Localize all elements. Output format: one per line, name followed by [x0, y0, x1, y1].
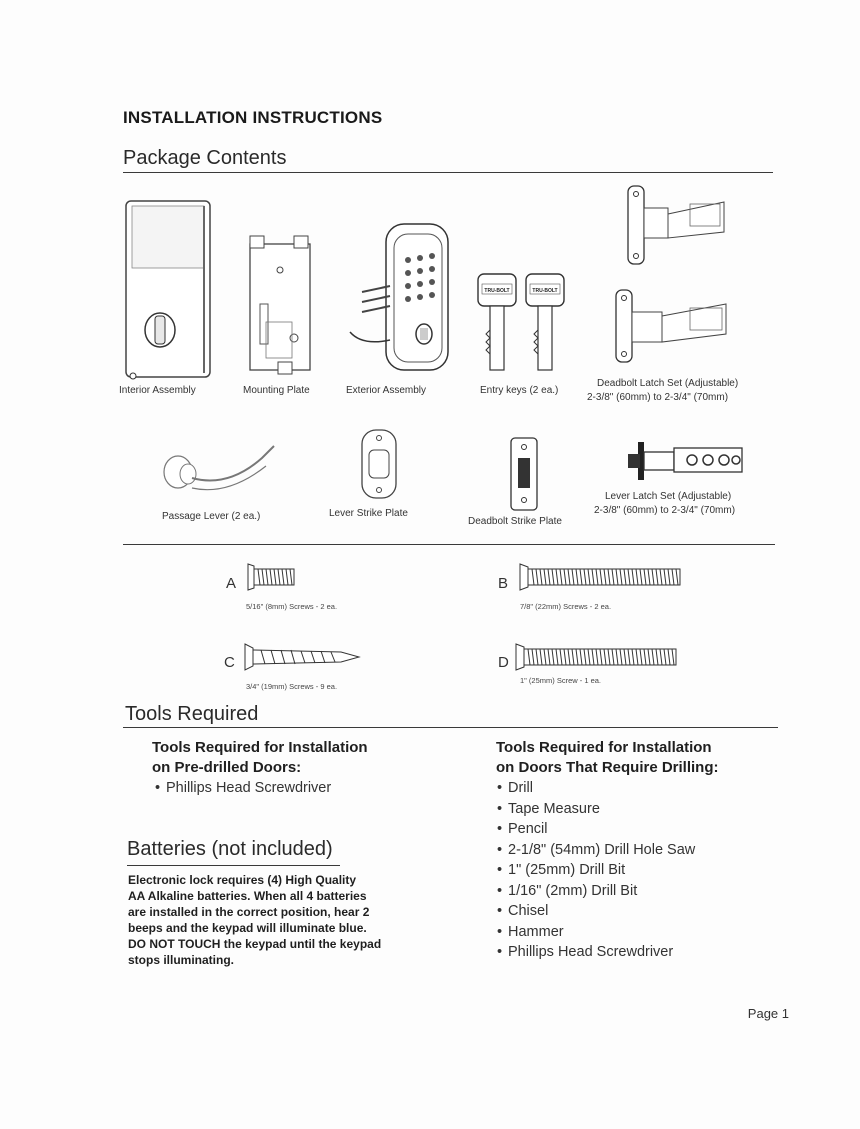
tools-drilling-title-2: on Doors That Require Drilling:	[496, 759, 719, 776]
item-label-exterior-assembly: Exterior Assembly	[346, 385, 427, 396]
screw-letter-c: C	[224, 654, 235, 671]
list-item: • Tape Measure	[497, 799, 719, 820]
tools-drilling-section	[496, 738, 719, 963]
document-title: INSTALLATION INSTRUCTIONS	[123, 108, 383, 127]
lever-latch-icon	[622, 438, 746, 488]
item-sub-deadbolt-latch: 2-3/8" (60mm) to 2-3/4" (70mm)	[587, 392, 729, 403]
list-item: • Phillips Head Screwdriver	[497, 942, 719, 963]
list-item: • Hammer	[497, 922, 719, 943]
list-item: • 2-1/8" (54mm) Drill Hole Saw	[497, 840, 719, 861]
package-contents-heading: Package Contents	[123, 147, 287, 169]
batteries-line-3: are installed in the correct position, hear 2	[128, 905, 370, 919]
package-contents-rule	[123, 172, 773, 173]
item-label-deadbolt-strike-plate: Deadbolt Strike Plate	[468, 516, 562, 527]
screw-caption-a: 5/16" (8mm) Screws - 2 ea.	[246, 602, 338, 611]
tools-drilling-list	[497, 778, 719, 963]
batteries-line-2: AA Alkaline batteries. When all 4 batteries	[128, 889, 367, 903]
batteries-rule	[127, 865, 340, 866]
passage-lever-icon	[158, 438, 278, 504]
screw-letter-b: B	[498, 575, 509, 592]
list-item: • Phillips Head Screwdriver	[155, 778, 368, 799]
screw-d-icon	[514, 642, 680, 672]
batteries-line-4: beeps and the keypad will illuminate blue.	[128, 921, 367, 935]
batteries-text	[128, 872, 381, 968]
interior-assembly-icon	[122, 198, 214, 384]
list-item: • Chisel	[497, 901, 719, 922]
screw-caption-d: 1" (25mm) Screw - 1 ea.	[520, 676, 602, 685]
screw-letter-a: A	[226, 575, 237, 592]
batteries-line-1: Electronic lock requires (4) High Quality	[128, 873, 357, 887]
lever-strike-plate-icon	[356, 426, 402, 502]
tools-drilling-title-1: Tools Required for Installation	[496, 739, 712, 756]
list-item: • Pencil	[497, 819, 719, 840]
tools-required-rule	[123, 727, 778, 728]
exterior-assembly-icon	[342, 220, 452, 382]
batteries-heading: Batteries (not included)	[127, 838, 333, 860]
item-label-lever-strike-plate: Lever Strike Plate	[329, 508, 408, 519]
tools-predrilled-section	[152, 738, 368, 799]
tools-predrilled-title-2: on Pre-drilled Doors:	[152, 759, 302, 776]
screw-c-icon	[243, 642, 363, 672]
screw-caption-c: 3/4" (19mm) Screws - 9 ea.	[246, 682, 338, 691]
tools-predrilled-list	[155, 778, 368, 799]
screw-b-icon	[518, 562, 684, 592]
deadbolt-latch-icon	[620, 182, 732, 268]
item-label-mounting-plate: Mounting Plate	[243, 385, 310, 396]
deadbolt-latch-icon-2	[612, 286, 732, 372]
list-item: • 1/16" (2mm) Drill Bit	[497, 881, 719, 902]
entry-keys-icon	[474, 270, 570, 380]
deadbolt-strike-plate-icon	[505, 434, 545, 514]
mounting-plate-icon	[244, 234, 316, 380]
key-brand-1: TRU-BOLT	[484, 288, 510, 294]
item-label-deadbolt-latch: Deadbolt Latch Set (Adjustable)	[597, 378, 739, 389]
screw-a-icon	[246, 562, 298, 592]
batteries-line-5: DO NOT TOUCH the keypad until the keypad	[128, 937, 382, 951]
item-label-interior-assembly: Interior Assembly	[119, 385, 196, 396]
tools-predrilled-title-1: Tools Required for Installation	[152, 739, 368, 756]
list-item: • 1" (25mm) Drill Bit	[497, 860, 719, 881]
item-sub-lever-latch: 2-3/8" (60mm) to 2-3/4" (70mm)	[594, 505, 736, 516]
item-label-passage-lever: Passage Lever (2 ea.)	[162, 511, 261, 522]
item-label-lever-latch: Lever Latch Set (Adjustable)	[605, 491, 732, 502]
screws-top-rule	[123, 544, 775, 545]
list-item: • Drill	[497, 778, 719, 799]
screw-letter-d: D	[498, 654, 509, 671]
key-brand-2: TRU-BOLT	[532, 288, 558, 294]
screw-caption-b: 7/8" (22mm) Screws - 2 ea.	[520, 602, 612, 611]
page-number: Page 1	[747, 1006, 789, 1021]
tools-required-heading: Tools Required	[125, 703, 259, 725]
item-label-entry-keys: Entry keys (2 ea.)	[480, 385, 559, 396]
batteries-line-6: stops illuminating.	[128, 953, 235, 967]
